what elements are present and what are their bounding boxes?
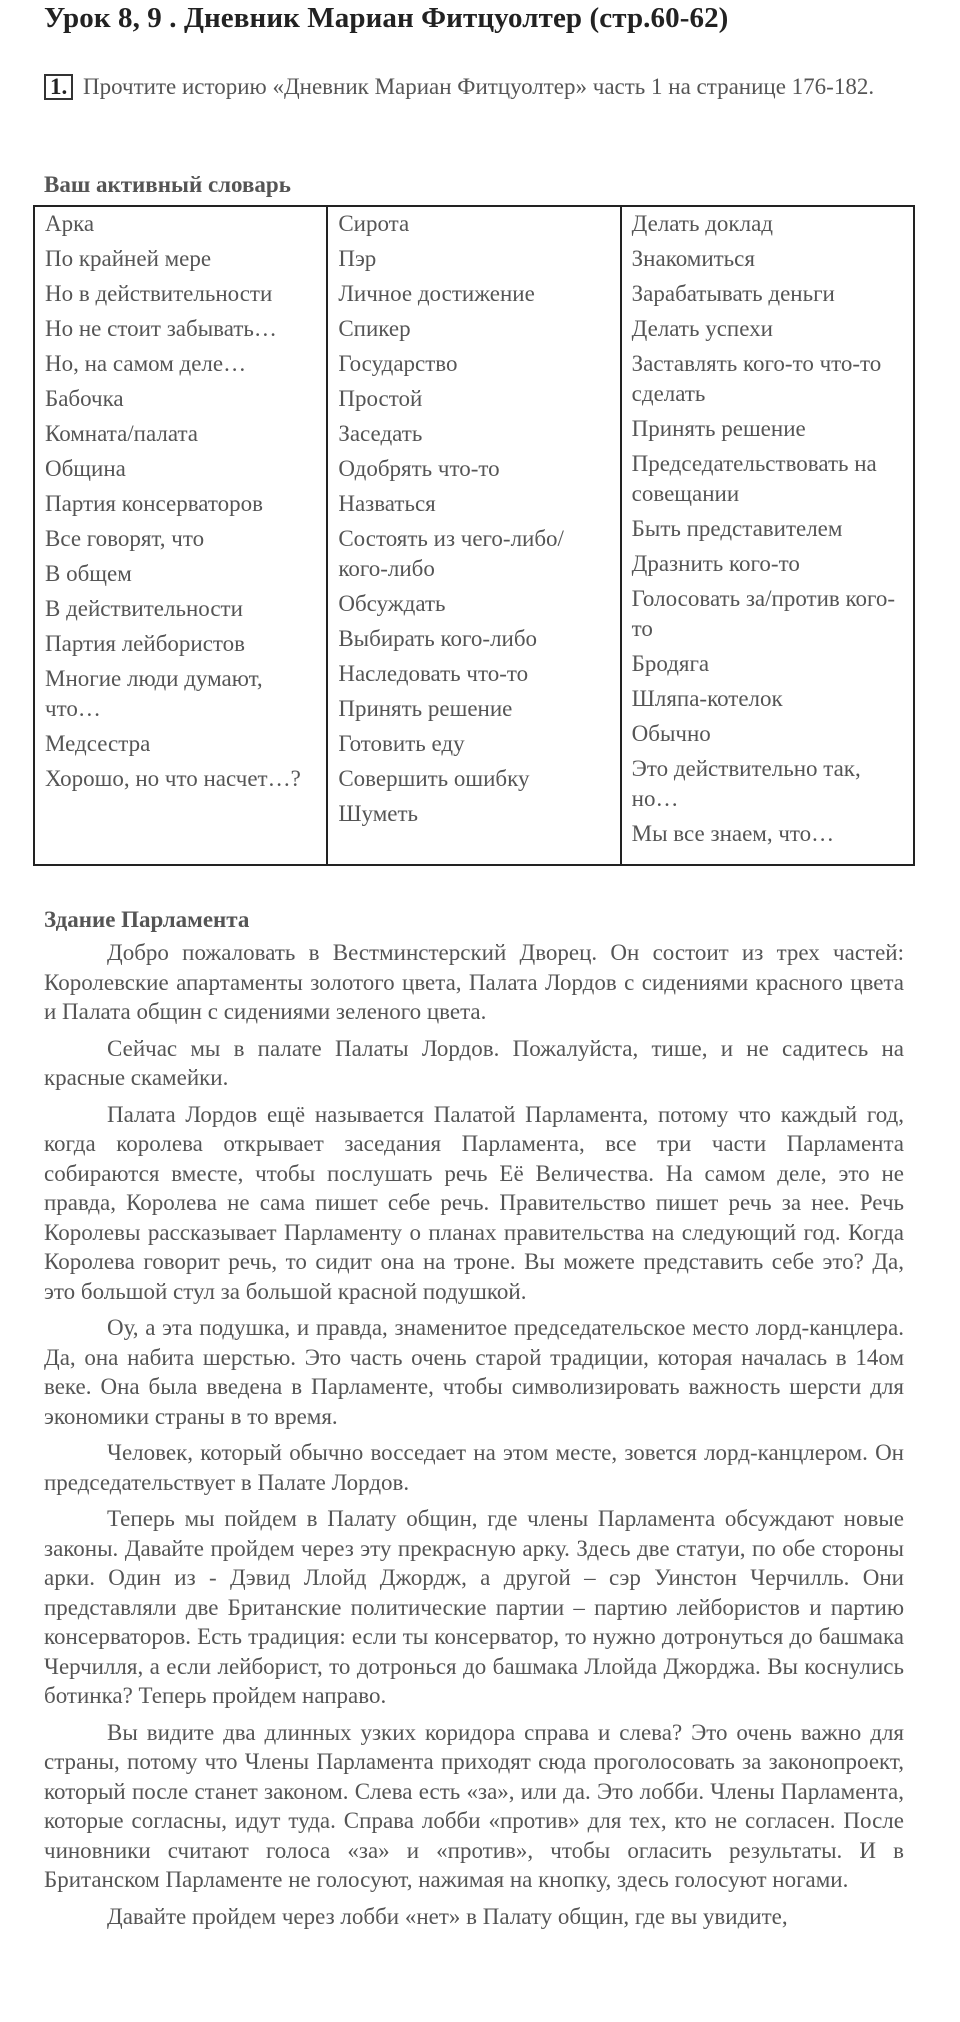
vocabulary-item: По крайней мере [45,246,212,271]
vocabulary-item: Одобрять что-то [338,456,500,481]
vocabulary-item: Голосовать за/против кого-то [631,586,896,641]
vocabulary-item: Готовить еду [338,731,465,756]
vocabulary-item: Делать успехи [631,316,773,341]
vocabulary-item: Мы все знаем, что… [631,821,835,846]
vocabulary-item: Все говорят, что [45,526,205,551]
page-title: Урок 8, 9 . Дневник Мариан Фитцуолтер (стр.60-62) [44,2,729,34]
vocabulary-item: Сирота [338,211,410,236]
vocabulary-item: Быть представителем [631,516,843,541]
vocabulary-item: Комната/палата [45,421,199,446]
vocabulary-item: Заставлять кого-то что-то сделать [631,351,882,406]
vocabulary-item: Обсуждать [338,591,446,616]
vocabulary-column [326,207,619,864]
vocabulary-item: Это действительно так, но… [631,756,861,811]
section-heading: Здание Парламента [44,907,250,932]
vocabulary-item: В общем [45,561,132,586]
paragraph: Сейчас мы в палате Палаты Лордов. Пожалуйста, тише, и не садитесь на красные скамейки. [44,1035,904,1090]
text-section [44,905,904,1938]
vocabulary-table [33,205,915,866]
vocabulary-item: Шуметь [338,801,419,826]
vocabulary-item: Но в действительности [45,281,273,306]
vocabulary-item: Знакомиться [631,246,755,271]
paragraph: Теперь мы пойдем в Палату общин, где члены Парламента обсуждают новые законы. Давайте пройдем через эту прекрасную арку. Здесь две статуи, по обе стороны арки. Один из - Дэвид Ллойд Джордж, а другой – сэр Уинстон Черчилль. Они представляли две Британские политические партии – партию лейбористов и партию консерваторов. Есть традиция: если ты консерватор, то нужно дотронуться до башмака Черчилля, а если лейборист, то дотронься до башмака Ллойда Джорджа. Вы коснулись ботинка? Теперь пройдем направо. [44,1506,904,1708]
vocabulary-item: Бродяга [631,651,710,676]
vocabulary-item: Назваться [338,491,436,516]
vocabulary-column [620,207,913,864]
paragraph: Вы видите два длинных узких коридора справа и слева? Это очень важно для страны, потому что Члены Парламента приходят сюда проголосовать за законопроект, который после станет законом. Слева есть «за», или да. Это лобби. Члены Парламента, которые согласны, идут туда. Справа лобби «против» для тех, кто не согласен. После чиновники считают голоса «за» и «против», чтобы огласить результаты. И в Британском Парламенте не голосуют, нажимая на кнопку, здесь голосуют ногами. [44,1719,904,1892]
vocabulary-item: Спикер [338,316,411,341]
vocabulary-item: Хорошо, но что насчет…? [45,766,301,791]
vocabulary-item: Шляпа-котелок [631,686,783,711]
vocabulary-heading: Ваш активный словарь [44,172,291,197]
task-instruction [44,72,914,102]
paragraph: Человек, который обычно восседает на этом месте, зовется лорд-канцлером. Он председательствует в Палате Лордов. [44,1440,904,1495]
vocabulary-item: Община [45,456,126,481]
vocabulary-item: Принять решение [338,696,513,721]
paragraph: Палата Лордов ещё называется Палатой Парламента, потому что каждый год, когда королева открывает заседания Парламента, все три части Парламента собираются вместе, чтобы послушать речь Её Величества. На самом деле, это не правда, Королева не сама пишет себе речь. Правительство пишет речь за нее. Речь Королевы рассказывает Парламенту о планах правительства на следующий год. Когда Королева говорит речь, то сидит она на троне. Вы можете представить себе это? Да, это большой стул за большой красной подушкой. [44,1101,904,1304]
paragraphs [44,938,904,1931]
vocabulary-item: Делать доклад [631,211,773,236]
vocabulary-item: Дразнить кого-то [631,551,800,576]
vocabulary-item: Пэр [338,246,377,271]
vocabulary-item: Медсестра [45,731,151,756]
vocabulary-item: Но, на самом деле… [45,351,247,376]
vocabulary-column [35,207,326,864]
vocabulary-item: Государство [338,351,458,376]
paragraph: Оу, а эта подушка, и правда, знаменитое председательское место лорд-канцлера. Да, она набита шерстью. Это часть очень старой традиции, которая началась в 14ом веке. Она была введена в Парламенте, чтобы символизировать важность шерсти для экономики страны в то время. [44,1315,904,1429]
vocabulary-item: Наследовать что-то [338,661,529,686]
vocabulary-item: В действительности [45,596,243,621]
task-text: Прочтите историю «Дневник Мариан Фитцуолтер» часть 1 на странице 176-182. [83,74,875,99]
vocabulary-item: Бабочка [45,386,124,411]
vocabulary-item: Простой [338,386,423,411]
vocabulary-item: Зарабатывать деньги [631,281,835,306]
paragraph: Добро пожаловать в Вестминстерский Дворец. Он состоит из трех частей: Королевские апартаменты золотого цвета, Палата Лордов с сидениями красного цвета и Палата общин с сидениями зеленого цвета. [44,940,904,1024]
paragraph: Давайте пройдем через лобби «нет» в Палату общин, где вы увидите, [107,1903,788,1929]
vocabulary-item: Партия лейбористов [45,631,246,656]
vocabulary-item: Многие люди думают, что… [45,666,263,721]
vocabulary-item: Но не стоит забывать… [45,316,277,341]
vocabulary-item: Заседать [338,421,423,446]
vocabulary-item: Партия консерваторов [45,491,263,516]
vocabulary-item: Состоять из чего-либо/кого-либо [338,526,564,581]
vocabulary-item: Обычно [631,721,711,746]
vocabulary-item: Совершить ошибку [338,766,530,791]
vocabulary-item: Председательствовать на совещании [631,451,877,506]
vocabulary-item: Выбирать кого-либо [338,626,538,651]
vocabulary-item: Арка [45,211,95,236]
task-number: 1. [44,74,73,100]
vocabulary-item: Принять решение [631,416,806,441]
vocabulary-item: Личное достижение [338,281,535,306]
